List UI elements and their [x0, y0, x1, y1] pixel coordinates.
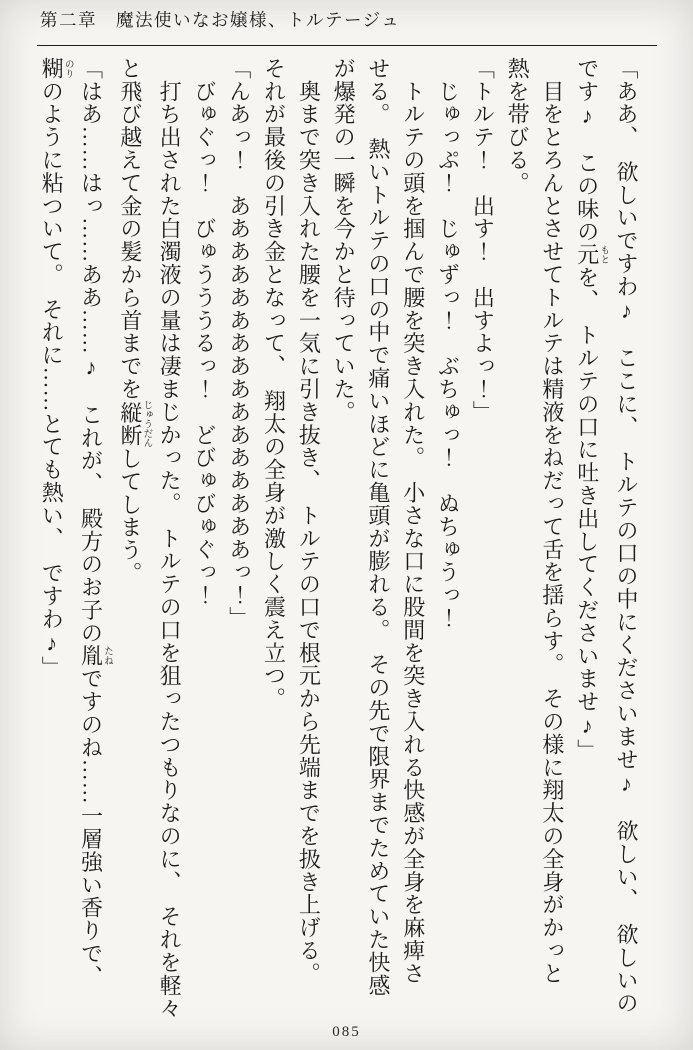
- line-text: してしまう。: [117, 447, 143, 585]
- text-line-02: [569, 57, 608, 1047]
- ruby-base: 胤: [78, 644, 104, 668]
- text-line-06: [430, 57, 465, 1047]
- line-text: 「ああ、 欲しいですわ♪ ここに、 トルテの口の中にくださいませ♪ 欲しい、 欲しいの: [614, 57, 639, 1015]
- ruby-gloss: のり: [62, 57, 73, 80]
- ruby-moto: [574, 243, 609, 267]
- text-line-05: [465, 57, 500, 1047]
- text-line-04: [499, 57, 534, 1047]
- text-line-11: [256, 57, 291, 1047]
- text-line-13: [186, 57, 221, 1047]
- text-line-03: [534, 57, 569, 1047]
- line-text: 打ち出された白濁液の量は凄まじかった。 トルテの口を狙ったつもりなのに、 それを軽々: [157, 57, 183, 1020]
- text-line-07: [395, 57, 430, 1047]
- ruby-gloss: じゅうだん: [141, 400, 152, 448]
- text-line-01: [608, 57, 643, 1047]
- line-text: ですのね……一層強い香りで、: [78, 667, 104, 988]
- header-divider: [37, 45, 657, 46]
- line-text: じゅっぷ！ じゅずっ！ ぶちゅっ！ ぬちゅうっ！: [435, 57, 461, 630]
- ruby-base: 糊: [39, 57, 65, 80]
- ruby-base: 元: [574, 243, 600, 267]
- ruby-base: 縦断: [117, 400, 143, 448]
- line-text: が爆発の一瞬を今かと待っていた。: [331, 57, 357, 424]
- line-text: 目をとろんとさせてトルテは精液をねだって舌を揺らす。 その様に翔太の全身がかっと: [539, 57, 565, 985]
- text-line-08: [360, 57, 395, 1047]
- ruby-juudan: [117, 400, 152, 448]
- text-line-16: [73, 57, 112, 1047]
- line-text: を、 トルテの口に吐き出してくださいませ♪」: [574, 266, 600, 762]
- ruby-gloss: もと: [598, 243, 609, 267]
- ruby-nori: [39, 57, 73, 80]
- line-text: せる。 熱いトルテの口の中で痛いほどに亀頭が膨れる。 その先で限界までためていた快感: [365, 57, 391, 997]
- line-text: 「トルテ！ 出す！ 出すよっ！」: [470, 57, 496, 424]
- line-text: です♪ この味の: [574, 57, 600, 244]
- line-text: 熱を帯びる。: [505, 57, 531, 195]
- line-text: 「はあ……はっ……ああ……♪ これが、 殿方のお子の: [78, 57, 104, 645]
- text-line-15: [112, 57, 151, 1047]
- line-text: のように粘ついて。 それに……とても熱い、 ですわ♪」: [39, 79, 65, 680]
- text-line-17: [33, 57, 72, 1047]
- text-line-10: [291, 57, 326, 1047]
- line-text: と飛び越えて金の髪から首までを: [117, 57, 143, 401]
- text-line-14: [151, 57, 186, 1047]
- line-text: 「んあっ！ ああああああああああああああああっ！」: [226, 57, 252, 630]
- vertical-text-block: [39, 57, 643, 1047]
- line-text: トルテの頭を掴んで腰を突き入れた。 小さな口に股間を突き入れる快感が全身を麻痺さ: [400, 57, 426, 985]
- ruby-tane: [78, 644, 113, 668]
- ruby-gloss: たね: [102, 644, 113, 668]
- line-text: それが最後の引き金となって、 翔太の全身が激しく震え立つ。: [261, 57, 287, 711]
- line-text: 奥まで突き入れた腰を一気に引き抜き、 トルテの口で根元から先端までを扱き上げる。: [296, 57, 322, 985]
- page-number: 085: [332, 1024, 361, 1040]
- line-text: びゅぐっ！ びゅうううるっ！ どびゅびゅぐっ！: [191, 57, 217, 607]
- text-line-09: [325, 57, 360, 1047]
- chapter-header: 第二章 魔法使いなお嬢様、トルテージュ: [40, 10, 401, 30]
- text-line-12: [221, 57, 256, 1047]
